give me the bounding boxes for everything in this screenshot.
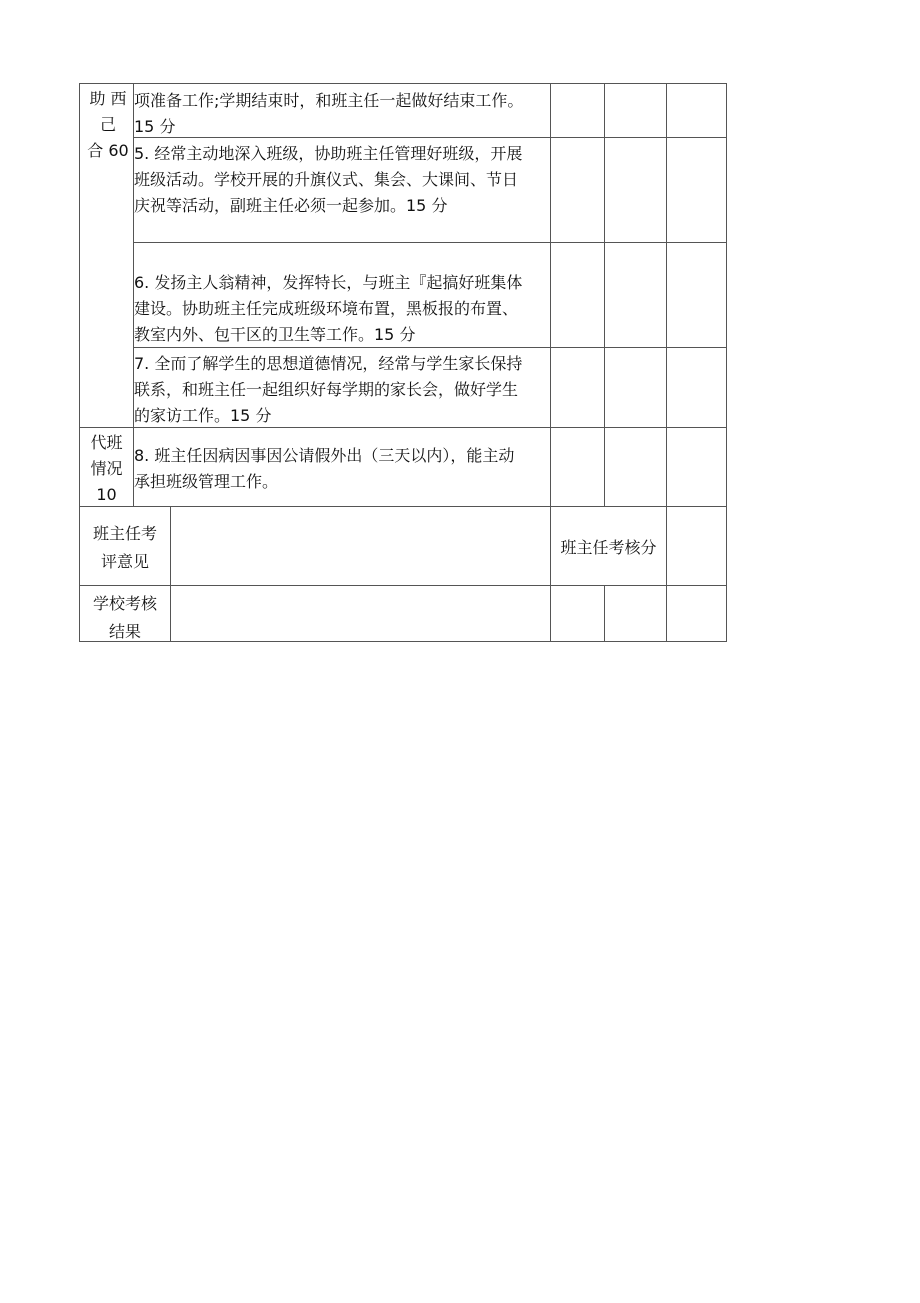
teacher-opinion-label <box>80 520 170 576</box>
row-divider <box>79 506 727 507</box>
item-line: 7. 全而了解学生的思想道德情况，经常与学生家长保持 <box>134 354 523 373</box>
category-line: 10 <box>96 485 117 504</box>
category-line: 己 <box>99 115 116 134</box>
column-divider <box>604 585 605 642</box>
item-7 <box>134 351 522 429</box>
table-border-bottom <box>79 641 727 642</box>
label-line: 结果 <box>108 622 141 641</box>
column-divider <box>170 506 171 642</box>
item-line: 项准备工作;学期结束时，和班主任一起做好结束工作。 <box>134 91 524 110</box>
category-line: 代班 <box>90 433 123 452</box>
column-divider <box>550 585 551 642</box>
item-line: 庆祝等活动，副班主任必须一起参加。15 分 <box>134 196 448 215</box>
column-divider <box>666 506 667 642</box>
label-line: 班主任考 <box>92 524 157 543</box>
row-divider <box>133 242 727 243</box>
column-divider <box>550 83 551 507</box>
item-line: 承担班级管理工作。 <box>134 472 279 491</box>
item-line: 的家访工作。15 分 <box>134 406 272 425</box>
category-help-label <box>82 86 134 164</box>
column-divider <box>666 83 667 507</box>
label-line: 班主任考核分 <box>560 538 657 557</box>
category-substitute-label <box>80 430 133 508</box>
item-line: 15 分 <box>134 117 176 136</box>
label-line: 学校考核 <box>92 594 157 613</box>
item-line: 教室内外、包干区的卫生等工作。15 分 <box>134 325 416 344</box>
item-line: 6. 发扬主人翁精神，发挥特长，与班主『起搞好班集体 <box>134 273 523 292</box>
teacher-score-label <box>551 534 666 562</box>
item-line: 联系，和班主任一起组织好每学期的家长会，做好学生 <box>134 380 519 399</box>
item-5 <box>134 141 522 219</box>
column-divider <box>604 83 605 507</box>
item-previous <box>134 88 523 140</box>
category-line: 合 60 <box>87 141 129 160</box>
label-line: 评意见 <box>100 552 149 571</box>
row-divider <box>79 585 727 586</box>
table-border-right <box>726 83 727 642</box>
item-6 <box>134 270 522 348</box>
item-line: 5. 经常主动地深入班级，协助班主任管理好班级，开展 <box>134 144 523 163</box>
school-result-label <box>80 590 170 646</box>
item-line: 建设。协助班主任完成班级环境布置，黑板报的布置、 <box>134 299 519 318</box>
category-line: 助 西 <box>89 89 127 108</box>
item-line: 8. 班主任因病因事因公请假外出（三天以内），能主动 <box>134 446 515 465</box>
item-line: 班级活动。学校开展的升旗仪式、集会、大课间、节日 <box>134 170 519 189</box>
category-line: 情况 <box>90 459 123 478</box>
table-border-top <box>79 83 727 84</box>
item-8 <box>134 443 514 495</box>
